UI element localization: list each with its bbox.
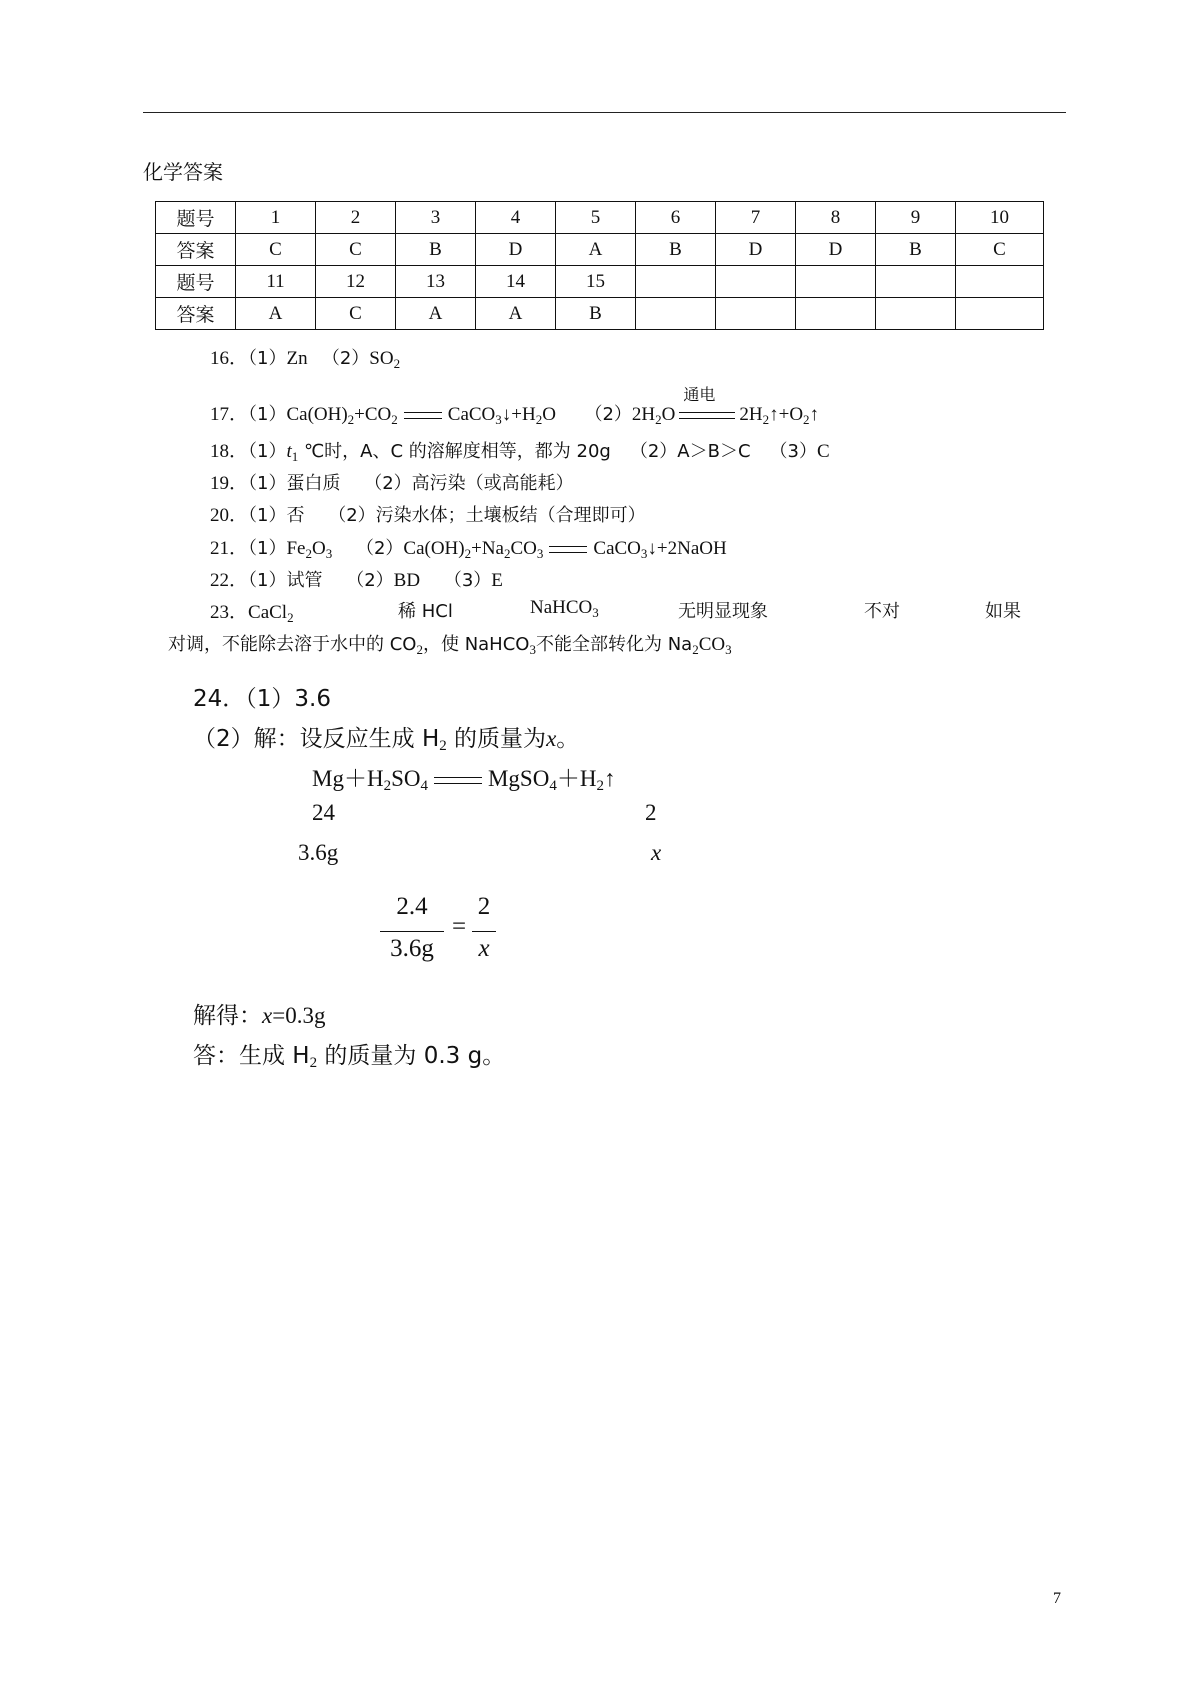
table-cell: D — [476, 234, 556, 266]
table-cell: A — [476, 298, 556, 330]
answer-23-part-5: 不对 — [864, 601, 900, 622]
equals-sign — [404, 412, 442, 419]
answer-23-line-2: 对调，不能除去溶于水中的 $CO_2$，使 NaHCO$_3$不能全部转化为 $Na_2CO_3$ — [168, 634, 732, 657]
table-row-header: 答案 — [156, 234, 236, 266]
table-row — [156, 298, 1044, 330]
table-cell: C — [316, 298, 396, 330]
table-cell: C — [956, 234, 1044, 266]
answer-24-line-1: 24．（1）3.6 — [193, 686, 331, 712]
table-cell: 2 — [316, 202, 396, 234]
table-row-header: 题号 — [156, 202, 236, 234]
answer-23-part-3: NaHCO$_3$ — [530, 597, 599, 620]
table-cell — [876, 298, 956, 330]
table-cell: 13 — [396, 266, 476, 298]
table-cell: 1 — [236, 202, 316, 234]
table-cell: A — [236, 298, 316, 330]
table-cell: A — [396, 298, 476, 330]
table-cell: 8 — [796, 202, 876, 234]
final-answer: 答：生成 $H_2$ 的质量为 0.3 g。 — [193, 1043, 506, 1071]
table-cell: A — [556, 234, 636, 266]
table-cell: 12 — [316, 266, 396, 298]
answer-22: 22．（1）试管 （2）BD （3）E — [210, 570, 503, 591]
table-cell: C — [236, 234, 316, 266]
table-cell: 5 — [556, 202, 636, 234]
ratio-left: 24 — [312, 800, 335, 825]
answer-18: 18．$(1)t_1$ ℃时，A、C 的溶解度相等，都为 20g （2）A＞B＞C （3）C — [210, 441, 830, 464]
table-cell: 6 — [636, 202, 716, 234]
proportion-fraction: 2.4 3.6g = 2 x — [380, 893, 520, 973]
answer-19: 19．（1）蛋白质 （2）高污染（或高能耗） — [210, 473, 574, 494]
table-cell: 7 — [716, 202, 796, 234]
table-cell — [796, 298, 876, 330]
table-row — [156, 266, 1044, 298]
table-row — [156, 202, 1044, 234]
mass-left: 3.6g — [298, 840, 339, 865]
table-cell: C — [316, 234, 396, 266]
table-cell: 9 — [876, 202, 956, 234]
table-cell — [636, 266, 716, 298]
page-heading: 化学答案 — [143, 160, 223, 184]
answer-23-part-4: 无明显现象 — [678, 601, 768, 622]
answer-24-equation: $Mg+H_2SO_4$ $MgSO_4+H_2↑$ — [312, 766, 616, 794]
table-cell: B — [396, 234, 476, 266]
answer-21: 21．$(1)Fe_2O_3$ $(2)Ca(OH)_2+Na_2CO_3$ CaCO$_3$↓+2NaOH — [210, 538, 727, 561]
answer-17: 17．$(1)Ca(OH)_2+CO_2$ $CaCO_3↓+H_2O$ $(2)2H_2O$ 通电 $2H_2↑+O_2↑$ — [210, 385, 820, 427]
table-cell: 10 — [956, 202, 1044, 234]
table-cell — [956, 266, 1044, 298]
page-number: 7 — [1053, 1590, 1061, 1607]
answer-23-line-1: 23．CaCl$_2$ — [210, 602, 294, 625]
table-cell — [716, 298, 796, 330]
table-cell — [636, 298, 716, 330]
answer-23-part-6: 如果 — [985, 601, 1021, 622]
table-cell — [796, 266, 876, 298]
table-cell: D — [796, 234, 876, 266]
table-row-header: 题号 — [156, 266, 236, 298]
table-cell: B — [556, 298, 636, 330]
table-cell — [716, 266, 796, 298]
ratio-right: 2 — [645, 800, 657, 825]
answer-table — [155, 201, 1044, 330]
table-row — [156, 234, 1044, 266]
answer-24-line-2: （2）解：设反应生成 $H_2$ 的质量为x。 — [193, 726, 580, 754]
table-cell: 14 — [476, 266, 556, 298]
mass-right: x — [651, 840, 662, 865]
equals-sign — [434, 777, 482, 784]
table-cell: B — [876, 234, 956, 266]
header-rule — [143, 112, 1066, 113]
table-cell: 3 — [396, 202, 476, 234]
table-cell: 15 — [556, 266, 636, 298]
table-cell: 11 — [236, 266, 316, 298]
answer-16: 16．（1）Zn $(2)SO_2$ — [210, 348, 401, 371]
answer-20: 20．（1）否 （2）污染水体；土壤板结（合理即可） — [210, 505, 646, 526]
table-cell: D — [716, 234, 796, 266]
table-row-header: 答案 — [156, 298, 236, 330]
table-cell: 4 — [476, 202, 556, 234]
table-cell — [876, 266, 956, 298]
table-cell — [956, 298, 1044, 330]
reaction-condition: 通电 — [679, 412, 735, 419]
equals-sign — [549, 546, 587, 553]
answer-23-part-2: 稀 HCl — [398, 601, 453, 622]
table-cell: B — [636, 234, 716, 266]
solve-line: 解得：x=0.3g — [193, 1003, 326, 1029]
